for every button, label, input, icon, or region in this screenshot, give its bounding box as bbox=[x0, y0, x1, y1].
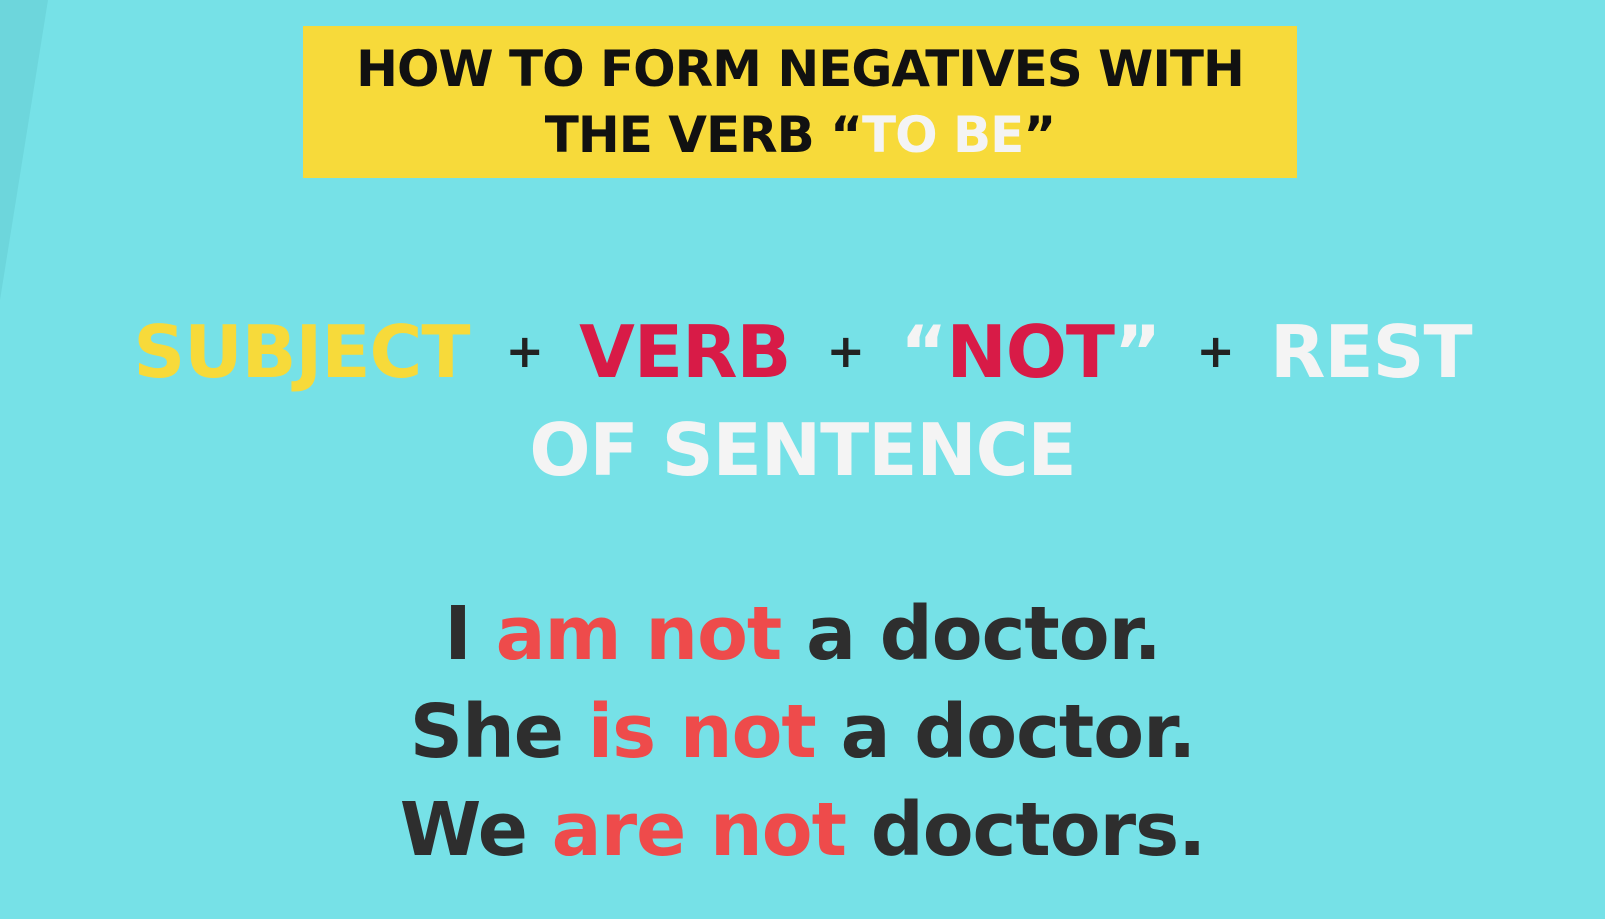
formula-line-1 bbox=[0, 302, 1605, 401]
formula-line-2: OF SENTENCE bbox=[529, 408, 1076, 492]
example-rest: a doctor. bbox=[840, 689, 1196, 775]
example-subject: I bbox=[444, 591, 471, 677]
title-line-2-suffix: ” bbox=[1023, 106, 1056, 164]
formula-not bbox=[900, 310, 1160, 394]
example-negative: are not bbox=[551, 787, 846, 873]
title-banner bbox=[303, 26, 1297, 178]
example-rest: doctors. bbox=[870, 787, 1206, 873]
example-sentence bbox=[0, 683, 1605, 781]
example-negative: am not bbox=[495, 591, 782, 677]
plus-sign: + bbox=[505, 324, 544, 378]
formula-rest-line-1: REST bbox=[1270, 310, 1472, 394]
formula-not-word: NOT bbox=[946, 310, 1115, 394]
formula-close-quote: ” bbox=[1114, 310, 1161, 394]
example-negative: is not bbox=[587, 689, 816, 775]
example-subject: We bbox=[399, 787, 527, 873]
example-sentence bbox=[0, 585, 1605, 683]
formula bbox=[0, 302, 1605, 499]
example-sentence bbox=[0, 781, 1605, 879]
title-line-2 bbox=[545, 102, 1055, 168]
plus-sign: + bbox=[826, 324, 865, 378]
examples bbox=[0, 585, 1605, 879]
formula-subject: SUBJECT bbox=[133, 310, 470, 394]
title-line-1: HOW TO FORM NEGATIVES WITH bbox=[356, 40, 1244, 98]
formula-open-quote: “ bbox=[900, 310, 947, 394]
title-line-2-prefix: THE VERB “ bbox=[544, 106, 863, 164]
background-corner-shape bbox=[0, 0, 60, 320]
formula-verb: VERB bbox=[579, 310, 791, 394]
title-highlight-to-be: TO BE bbox=[862, 106, 1024, 164]
plus-sign: + bbox=[1196, 324, 1234, 378]
example-rest: a doctor. bbox=[806, 591, 1161, 677]
example-subject: She bbox=[409, 689, 563, 775]
